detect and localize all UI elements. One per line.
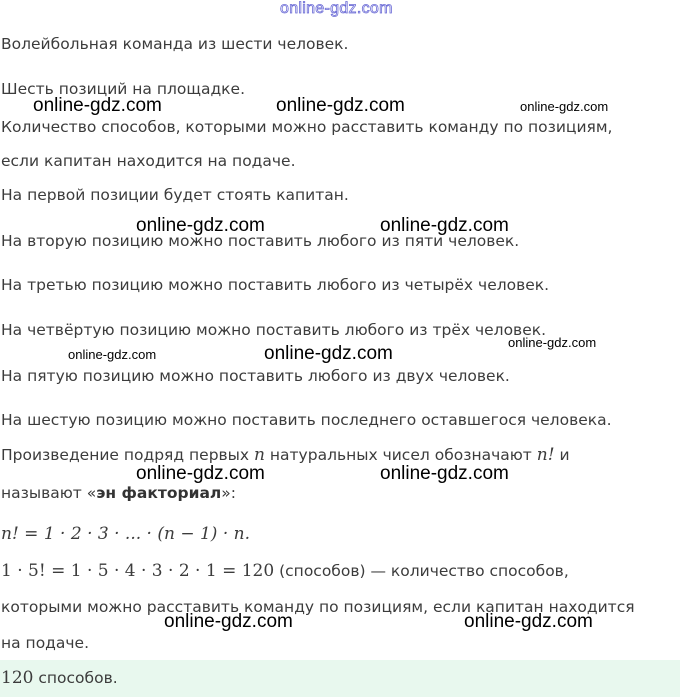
text-line-11-middle: натуральных чисел обозначают: [264, 446, 537, 464]
text-line-13-tail: (способов) — количество способов,: [274, 562, 569, 580]
text-line-3: Количество способов, которыми можно расставить команду по позициям,: [1, 118, 613, 136]
watermark: online-gdz.com: [136, 215, 265, 236]
answer-number: 120: [1, 668, 34, 688]
watermark: online-gdz.com: [136, 463, 265, 484]
watermark: online-gdz.com: [264, 343, 393, 364]
text-line-11-start: Произведение подряд первых: [1, 446, 255, 464]
answer-text: [1, 668, 118, 688]
text-line-12: [1, 483, 236, 503]
watermark: online-gdz.com: [464, 611, 593, 632]
watermark: online-gdz.com: [520, 99, 609, 114]
text-line-10: На шестую позицию можно поставить последнего оставшегося человека.: [1, 411, 612, 429]
text-line-7: На третью позицию можно поставить любого из четырёх человек.: [1, 276, 550, 294]
text-line-5: На первой позиции будет стоять капитан.: [1, 186, 349, 204]
watermark: online-gdz.com: [276, 95, 405, 116]
math-n-factorial: n!: [536, 445, 555, 465]
text-line-6: На вторую позицию можно поставить любого из пяти человек.: [1, 232, 520, 250]
math-n: n: [254, 445, 265, 465]
text-line-12-start: называют «: [1, 484, 97, 502]
watermark: online-gdz.com: [508, 335, 597, 350]
top-watermark: online-gdz.com: [280, 0, 393, 17]
watermark: online-gdz.com: [68, 347, 157, 362]
text-line-14: которыми можно расставить команду по позициям, если капитан находится: [1, 598, 635, 616]
factorial-formula: n! = 1 · 2 · 3 · ... · (n − 1) · n.: [1, 524, 250, 544]
text-line-15: на подаче.: [1, 634, 90, 652]
calculation-formula: 1 · 5! = 1 · 5 · 4 · 3 · 2 · 1 = 120: [1, 561, 275, 581]
bold-term: эн факториал: [96, 484, 222, 502]
text-line-13: [1, 561, 569, 581]
answer-box: [0, 660, 680, 697]
watermark: online-gdz.com: [380, 463, 509, 484]
text-line-2: Шесть позиций на площадке.: [1, 80, 246, 98]
text-line-8: На четвёртую позицию можно поставить любого из трёх человек.: [1, 321, 547, 339]
text-line-11: [1, 445, 570, 465]
watermark: online-gdz.com: [33, 95, 162, 116]
watermark: online-gdz.com: [164, 611, 293, 632]
text-line-11-end: и: [554, 446, 570, 464]
watermark: online-gdz.com: [380, 215, 509, 236]
text-line-1: Волейбольная команда из шести человек.: [1, 35, 349, 53]
text-line-4: если капитан находится на подаче.: [1, 152, 296, 170]
text-line-12-end: »:: [221, 484, 237, 502]
text-line-9: На пятую позицию можно поставить любого из двух человек.: [1, 367, 510, 385]
answer-label: способов.: [33, 669, 118, 687]
